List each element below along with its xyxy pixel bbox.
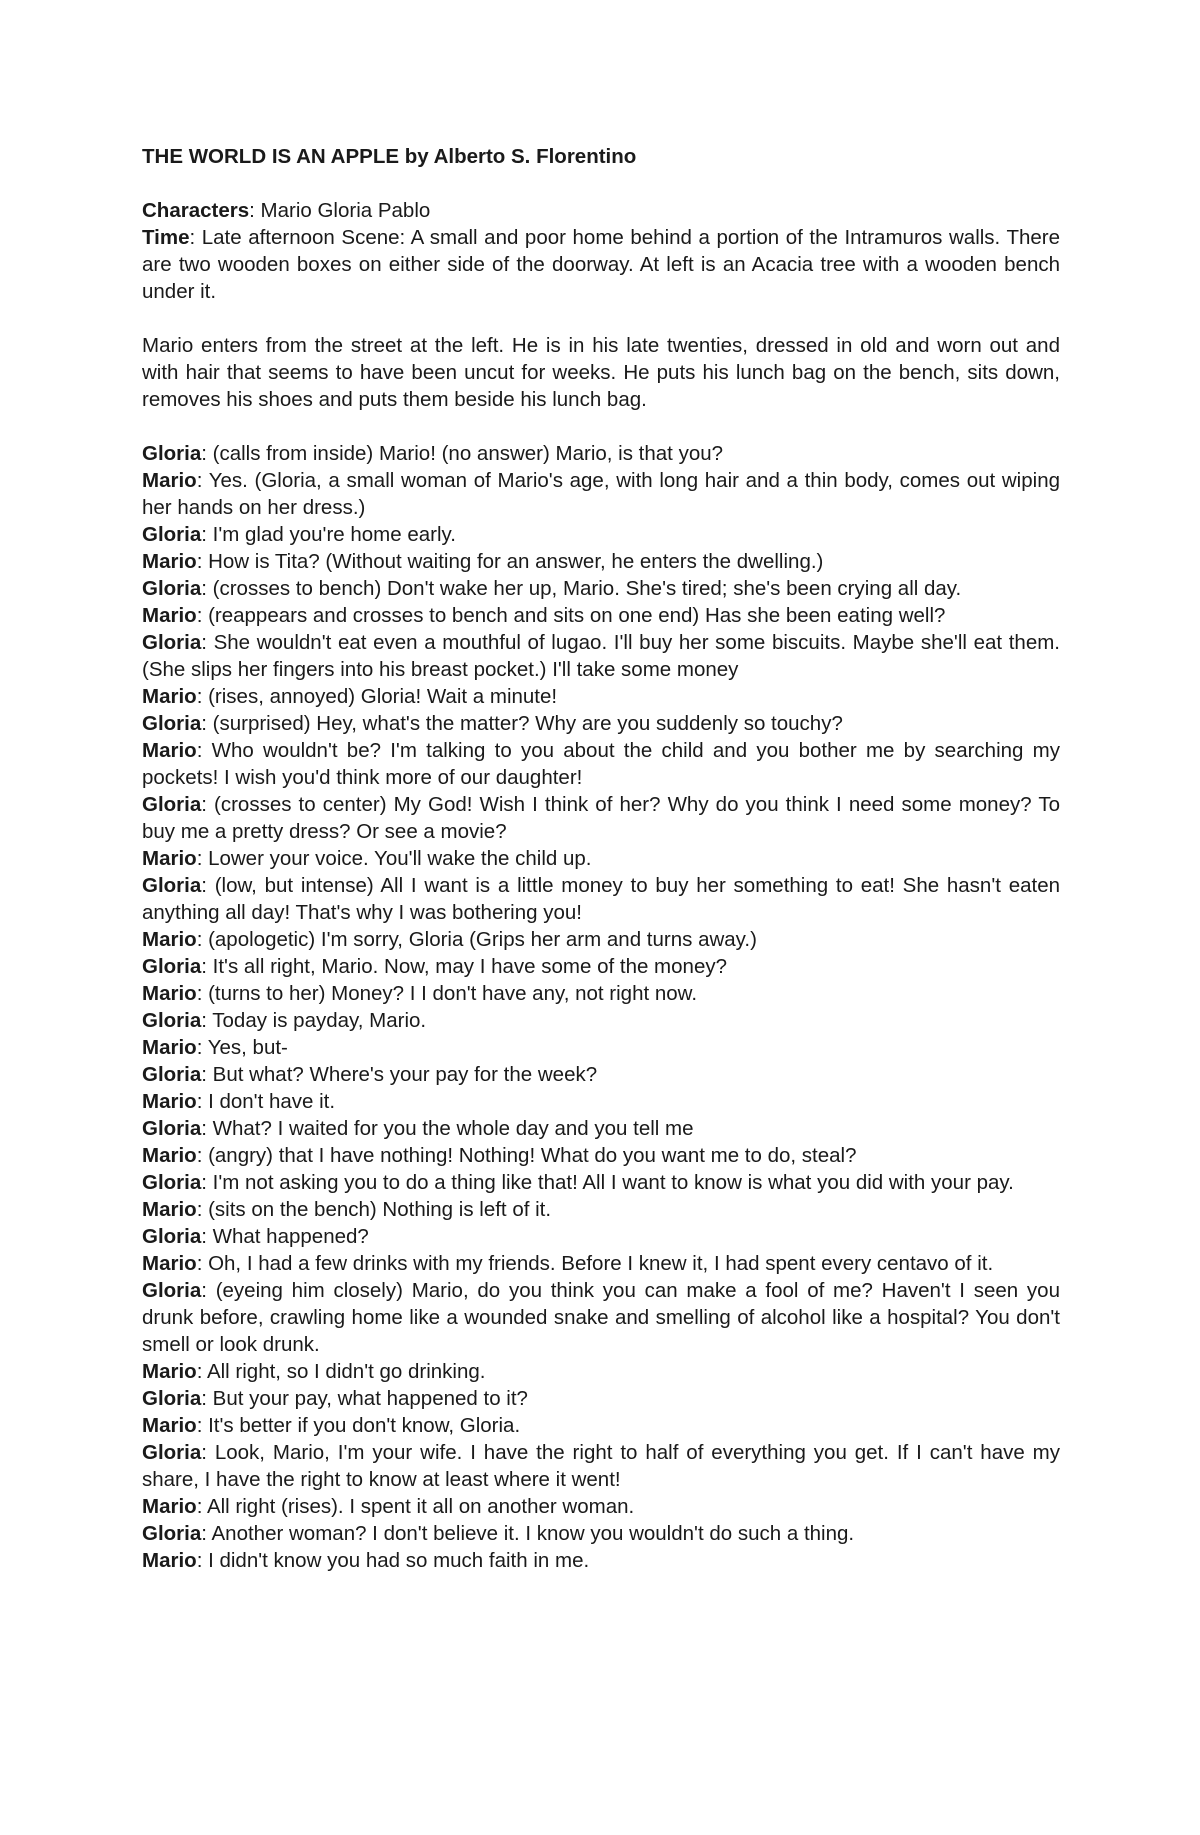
speaker-name: Mario — [142, 1414, 197, 1437]
speaker-name: Gloria — [142, 442, 202, 465]
speaker-name: Gloria — [142, 577, 202, 600]
dialogue-text: : How is Tita? (Without waiting for an answer, he enters the dwelling.) — [196, 550, 824, 573]
dialogue-text: : (eyeing him closely) Mario, do you think you can make a fool of me? Haven't I seen you drunk before, crawling home like a wounded snake and smelling of alcohol like a hospital? You don't smell or look drunk. — [142, 1279, 1060, 1356]
speaker-name: Mario — [142, 928, 197, 951]
dialogue-text: : I didn't know you had so much faith in me. — [196, 1549, 590, 1572]
dialogue-line — [142, 1007, 1060, 1034]
dialogue-line — [142, 1223, 1060, 1250]
intro-paragraph: Mario enters from the street at the left. He is in his late twenties, dressed in old and worn out and with hair that seems to have been uncut for weeks. He puts his lunch bag on the bench, sits down, removes his shoes and puts them beside his lunch bag. — [142, 334, 1060, 411]
dialogue-text: : It's all right, Mario. Now, may I have some of the money? — [201, 955, 727, 978]
speaker-name: Mario — [142, 1144, 197, 1167]
dialogue-line — [142, 791, 1060, 845]
characters-line — [142, 197, 1060, 224]
dialogue-text: : Oh, I had a few drinks with my friends. Before I knew it, I had spent every centavo of it. — [196, 1252, 994, 1275]
dialogue-text: : Yes. (Gloria, a small woman of Mario's age, with long hair and a thin body, comes out wiping her hands on her dress.) — [142, 469, 1060, 519]
dialogue-text: : (turns to her) Money? I I don't have any, not right now. — [196, 982, 698, 1005]
dialogue-text: : Today is payday, Mario. — [201, 1009, 427, 1032]
dialogue-line — [142, 1358, 1060, 1385]
dialogue-text: : (crosses to bench) Don't wake her up, Mario. She's tired; she's been crying all day. — [201, 577, 962, 600]
dialogue-line — [142, 629, 1060, 683]
speaker-name: Gloria — [142, 1387, 202, 1410]
dialogue-text: : It's better if you don't know, Gloria. — [196, 1414, 521, 1437]
dialogue-line — [142, 575, 1060, 602]
speaker-name: Mario — [142, 739, 197, 762]
speaker-name: Gloria — [142, 1279, 202, 1302]
time-text: : Late afternoon Scene: A small and poor home behind a portion of the Intramuros walls. There are two wooden boxes on either side of the doorway. At left is an Acacia tree with a wooden bench under it. — [142, 226, 1060, 303]
speaker-name: Gloria — [142, 955, 202, 978]
spacer — [142, 170, 1060, 197]
dialogue-line — [142, 1061, 1060, 1088]
speaker-name: Gloria — [142, 874, 202, 897]
speaker-name: Mario — [142, 1495, 197, 1518]
dialogue-line — [142, 1196, 1060, 1223]
speaker-name: Gloria — [142, 1225, 202, 1248]
dialogue-line — [142, 602, 1060, 629]
speaker-name: Gloria — [142, 1063, 202, 1086]
dialogue-text: : (surprised) Hey, what's the matter? Why are you suddenly so touchy? — [201, 712, 843, 735]
dialogue-line — [142, 926, 1060, 953]
speaker-name: Gloria — [142, 631, 202, 654]
speaker-name: Gloria — [142, 523, 202, 546]
speaker-name: Mario — [142, 1198, 197, 1221]
speaker-name: Mario — [142, 1549, 197, 1572]
dialogue-line — [142, 845, 1060, 872]
dialogue-line — [142, 440, 1060, 467]
dialogue-text: : I'm glad you're home early. — [201, 523, 456, 546]
dialogue-text: : She wouldn't eat even a mouthful of lugao. I'll buy her some biscuits. Maybe she'll eat them. (She slips her fingers into his breast pocket.) I'll take some money — [142, 631, 1060, 681]
dialogue-text: : All right, so I didn't go drinking. — [196, 1360, 486, 1383]
dialogue-text: : (apologetic) I'm sorry, Gloria (Grips her arm and turns away.) — [196, 928, 757, 951]
dialogue-line — [142, 1250, 1060, 1277]
play-title: THE WORLD IS AN APPLE by Alberto S. Florentino — [142, 145, 637, 168]
dialogue-text: : (crosses to center) My God! Wish I think of her? Why do you think I need some money? To buy me a pretty dress? Or see a movie? — [142, 793, 1060, 843]
dialogue-text: : Who wouldn't be? I'm talking to you about the child and you bother me by searching my pockets! I wish you'd think more of our daughter! — [142, 739, 1060, 789]
dialogue-line — [142, 1277, 1060, 1358]
speaker-name: Gloria — [142, 1522, 202, 1545]
dialogue-line — [142, 872, 1060, 926]
dialogue-line — [142, 548, 1060, 575]
dialogue-line — [142, 1439, 1060, 1493]
dialogue-line — [142, 737, 1060, 791]
dialogue-line — [142, 710, 1060, 737]
dialogue-text: : (angry) that I have nothing! Nothing! What do you want me to do, steal? — [196, 1144, 857, 1167]
dialogue-line — [142, 1115, 1060, 1142]
time-scene-paragraph — [142, 224, 1060, 305]
time-label: Time — [142, 226, 190, 249]
dialogue-text: : Yes, but- — [196, 1036, 288, 1059]
dialogue-line — [142, 953, 1060, 980]
dialogue-line — [142, 980, 1060, 1007]
dialogue-text: : What happened? — [201, 1225, 369, 1248]
dialogue-text: : But what? Where's your pay for the week? — [201, 1063, 598, 1086]
speaker-name: Mario — [142, 847, 197, 870]
speaker-name: Mario — [142, 685, 197, 708]
spacer — [142, 413, 1060, 440]
speaker-name: Gloria — [142, 1009, 202, 1032]
dialogue-line — [142, 1547, 1060, 1574]
speaker-name: Mario — [142, 604, 197, 627]
dialogue-text: : Look, Mario, I'm your wife. I have the right to half of everything you get. If I can't have my share, I have the right to know at least where it went! — [142, 1441, 1060, 1491]
dialogue-text: : Lower your voice. You'll wake the child up. — [196, 847, 592, 870]
speaker-name: Gloria — [142, 1441, 202, 1464]
dialogue-text: : What? I waited for you the whole day and you tell me — [201, 1117, 694, 1140]
dialogue-line — [142, 1034, 1060, 1061]
speaker-name: Mario — [142, 1360, 197, 1383]
dialogue-line — [142, 521, 1060, 548]
dialogue-line — [142, 467, 1060, 521]
spacer — [142, 305, 1060, 332]
dialogue-line — [142, 1493, 1060, 1520]
dialogue-text: : (calls from inside) Mario! (no answer) Mario, is that you? — [201, 442, 724, 465]
dialogue-line — [142, 1520, 1060, 1547]
speaker-name: Gloria — [142, 793, 202, 816]
dialogue — [142, 440, 1060, 1574]
characters-label: Characters — [142, 199, 250, 222]
dialogue-line — [142, 1088, 1060, 1115]
dialogue-line — [142, 683, 1060, 710]
speaker-name: Mario — [142, 982, 197, 1005]
dialogue-text: : Another woman? I don't believe it. I know you wouldn't do such a thing. — [201, 1522, 855, 1545]
dialogue-line — [142, 1142, 1060, 1169]
speaker-name: Gloria — [142, 1171, 202, 1194]
dialogue-line — [142, 1169, 1060, 1196]
speaker-name: Mario — [142, 550, 197, 573]
dialogue-line — [142, 1412, 1060, 1439]
dialogue-text: : I don't have it. — [196, 1090, 336, 1113]
speaker-name: Mario — [142, 1090, 197, 1113]
dialogue-text: : All right (rises). I spent it all on another woman. — [196, 1495, 635, 1518]
dialogue-text: : (sits on the bench) Nothing is left of it. — [196, 1198, 552, 1221]
speaker-name: Mario — [142, 1252, 197, 1275]
dialogue-text: : (rises, annoyed) Gloria! Wait a minute! — [196, 685, 558, 708]
speaker-name: Gloria — [142, 712, 202, 735]
speaker-name: Mario — [142, 1036, 197, 1059]
dialogue-text: : I'm not asking you to do a thing like that! All I want to know is what you did with your pay. — [201, 1171, 1014, 1194]
dialogue-text: : (reappears and crosses to bench and sits on one end) Has she been eating well? — [196, 604, 946, 627]
dialogue-line — [142, 1385, 1060, 1412]
dialogue-text: : But your pay, what happened to it? — [201, 1387, 528, 1410]
speaker-name: Mario — [142, 469, 197, 492]
characters-text: : Mario Gloria Pablo — [249, 199, 431, 222]
speaker-name: Gloria — [142, 1117, 202, 1140]
document-page — [142, 143, 1060, 1574]
dialogue-text: : (low, but intense) All I want is a little money to buy her something to eat! She hasn't eaten anything all day! That's why I was bothering you! — [142, 874, 1060, 924]
